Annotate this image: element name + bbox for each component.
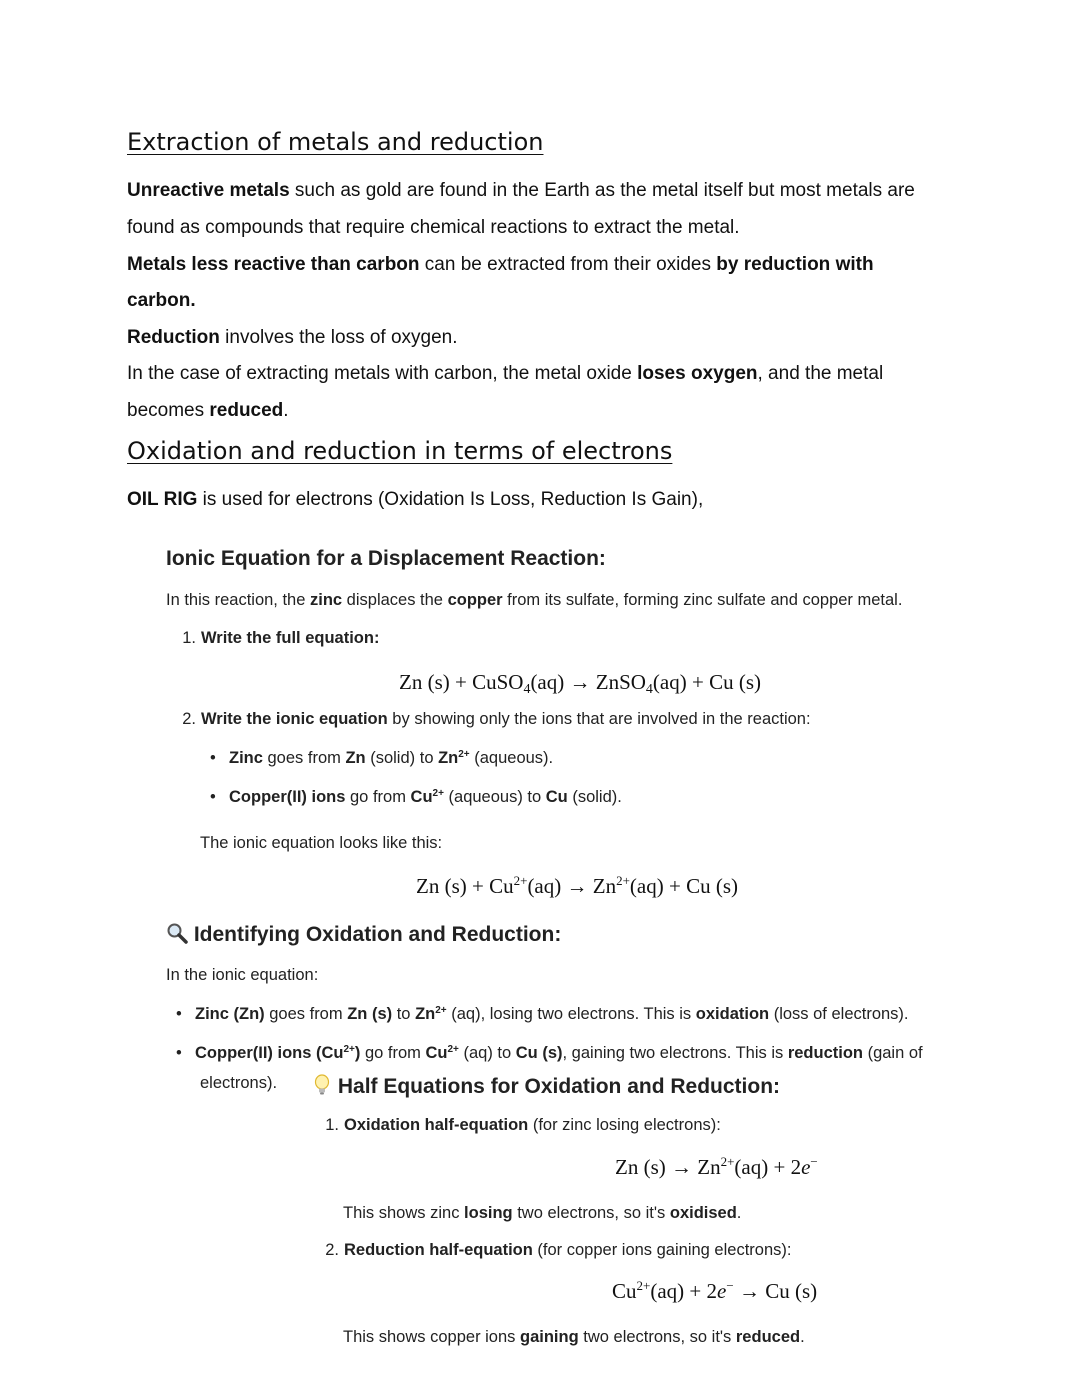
bold-term: Cu <box>425 1044 448 1062</box>
list-number: 1. <box>182 629 196 647</box>
bold-term: Copper(II) ions (Cu <box>195 1044 344 1062</box>
bullet-dot: • <box>176 1005 182 1023</box>
text: (loss of electrons). <box>769 1005 909 1023</box>
equation-oxidation-half <box>615 1155 818 1180</box>
bullet-continuation: electrons). <box>200 1074 278 1092</box>
lightbulb-icon <box>312 1074 332 1102</box>
equation-full <box>399 670 761 695</box>
paragraph-extracting-case <box>127 363 883 385</box>
superscript: 2+ <box>435 1005 447 1016</box>
text: In this reaction, the <box>166 591 310 609</box>
bold-term: Oxidation half-equation <box>344 1116 529 1134</box>
text: (for zinc losing electrons): <box>528 1116 721 1134</box>
text: (solid) to <box>365 749 439 767</box>
paragraph-ionic-looks: The ionic equation looks like this: <box>200 834 443 852</box>
superscript: 2+ <box>432 788 444 799</box>
heading-half-equations <box>312 1074 780 1102</box>
paragraph-line: carbon. <box>127 290 196 311</box>
bold-term: reduced <box>209 400 284 421</box>
paragraph-reduction <box>127 327 458 349</box>
section-title-extraction: Extraction of metals and reduction <box>127 128 544 156</box>
bold-term: Zn <box>345 749 366 767</box>
bold-term: Zinc (Zn) <box>195 1005 265 1023</box>
bold-term: Cu <box>545 788 568 806</box>
heading-ionic-equation: Ionic Equation for a Displacement Reaction: <box>166 547 606 570</box>
paragraph-unreactive-metals <box>127 180 915 202</box>
bullet-dot: • <box>176 1044 182 1062</box>
list-item-step-2 <box>166 710 811 729</box>
eq-superscript: 2+ <box>616 873 630 888</box>
paragraph-in-ionic: In the ionic equation: <box>166 966 319 984</box>
bold-term: ) <box>354 1044 361 1062</box>
bullet-zinc <box>210 749 553 768</box>
text: (aq), losing two electrons. This is <box>446 1005 696 1023</box>
eq-part: Zn (s) + Cu <box>416 874 514 898</box>
text: becomes <box>127 400 210 421</box>
list-item-oxidation-half <box>309 1116 721 1135</box>
paragraph-copper-reduced <box>343 1328 805 1347</box>
eq-part: Zn (s) + CuSO <box>399 670 524 694</box>
bold-term: Metals less reactive than carbon <box>127 254 420 275</box>
bold-term: copper <box>447 591 503 609</box>
paragraph-less-reactive <box>127 254 874 276</box>
eq-superscript: 2+ <box>513 873 528 888</box>
list-item-reduction-half <box>309 1241 791 1260</box>
text: involves the loss of oxygen. <box>219 327 458 348</box>
eq-part: (aq) + 2 <box>734 1155 802 1179</box>
eq-part: Cu <box>612 1279 637 1303</box>
bold-term: Unreactive metals <box>127 180 290 201</box>
text: (aq) to <box>458 1044 516 1062</box>
eq-superscript: 2+ <box>720 1154 735 1169</box>
bold-term: Zn <box>415 1005 436 1023</box>
text: goes from <box>264 1005 348 1023</box>
superscript: 2+ <box>458 749 470 760</box>
text: (for copper ions gaining electrons): <box>532 1241 792 1259</box>
bold-term: Write the ionic equation <box>201 710 388 728</box>
superscript: 2+ <box>343 1044 355 1055</box>
eq-subscript: 4 <box>523 682 531 697</box>
bullet-copper-reduction <box>176 1044 923 1063</box>
eq-superscript: 2+ <box>636 1278 651 1293</box>
text: (solid). <box>567 788 622 806</box>
equation-ionic <box>416 874 738 899</box>
text: . <box>736 1204 742 1222</box>
text: go from <box>360 1044 426 1062</box>
paragraph-line: found as compounds that require chemical reactions to extract the metal. <box>127 217 740 238</box>
text: (aqueous). <box>469 749 554 767</box>
eq-superscript: − <box>726 1278 734 1293</box>
heading-text: Identifying Oxidation and Reduction: <box>193 923 562 946</box>
eq-part: (aq) + Cu (s) <box>629 874 738 898</box>
heading-identifying <box>166 922 561 950</box>
paragraph-line <box>127 400 289 422</box>
bullet-copper <box>210 788 622 807</box>
magnifying-glass-icon <box>166 922 188 950</box>
eq-part: → Cu (s) <box>733 1279 818 1303</box>
text: This shows copper ions <box>343 1328 520 1346</box>
bullet-dot: • <box>210 788 216 806</box>
list-number: 2. <box>182 710 196 728</box>
text: goes from <box>262 749 346 767</box>
eq-part: (aq) → Zn <box>527 874 617 898</box>
bold-term: Write the full equation: <box>201 629 380 647</box>
text: to <box>392 1005 416 1023</box>
text: displaces the <box>342 591 448 609</box>
text: can be extracted from their oxides <box>419 254 717 275</box>
list-number: 2. <box>325 1241 339 1259</box>
equation-reduction-half <box>612 1279 817 1304</box>
section-title-electrons: Oxidation and reduction in terms of electrons <box>127 437 673 465</box>
eq-electron: e <box>801 1155 811 1179</box>
text: (gain of <box>863 1044 923 1062</box>
bold-term: loses oxygen <box>637 363 758 384</box>
eq-part: (aq) + 2 <box>650 1279 718 1303</box>
bold-term: oxidation <box>695 1005 770 1023</box>
bold-term: losing <box>464 1204 513 1222</box>
bold-term: Zinc <box>229 749 263 767</box>
bold-term: oxidised <box>669 1204 737 1222</box>
bold-term: reduced <box>735 1328 801 1346</box>
bullet-zinc-oxidation <box>176 1005 909 1024</box>
bold-term: Copper(II) ions <box>229 788 346 806</box>
text: by showing only the ions that are involved in the reaction: <box>387 710 811 728</box>
heading-text: Half Equations for Oxidation and Reduction: <box>337 1075 781 1098</box>
bold-term: Zn <box>438 749 459 767</box>
eq-subscript: 4 <box>645 682 653 697</box>
text: In the case of extracting metals with carbon, the metal oxide <box>127 363 638 384</box>
eq-part: (aq) + Cu (s) <box>652 670 761 694</box>
bold-term: reduction <box>787 1044 863 1062</box>
text: This shows zinc <box>343 1204 465 1222</box>
bold-term: Zn (s) <box>347 1005 393 1023</box>
eq-electron: e <box>717 1279 727 1303</box>
text: two electrons, so it's <box>512 1204 670 1222</box>
text: , gaining two electrons. This is <box>562 1044 788 1062</box>
paragraph-oil-rig <box>127 489 703 511</box>
list-item-step-1 <box>166 629 379 648</box>
text: such as gold are found in the Earth as the metal itself but most metals are <box>289 180 915 201</box>
bold-term: gaining <box>520 1328 579 1346</box>
text: . <box>283 400 289 421</box>
bold-term: OIL RIG <box>127 489 198 510</box>
bold-term: Cu (s) <box>515 1044 563 1062</box>
superscript: 2+ <box>447 1044 459 1055</box>
text: . <box>800 1328 805 1346</box>
eq-part: (aq) → ZnSO <box>530 670 646 694</box>
list-number: 1. <box>325 1116 339 1134</box>
text: from its sulfate, forming zinc sulfate and copper metal. <box>502 591 903 609</box>
text: go from <box>345 788 411 806</box>
text: two electrons, so it's <box>578 1328 736 1346</box>
bold-term: Reduction <box>127 327 220 348</box>
text: , and the metal <box>757 363 884 384</box>
eq-superscript: − <box>810 1154 818 1169</box>
bold-term: by reduction with <box>716 254 874 275</box>
bold-term: zinc <box>310 591 343 609</box>
bullet-dot: • <box>210 749 216 767</box>
text: is used for electrons (Oxidation Is Loss, Reduction Is Gain), <box>197 489 704 510</box>
text: (aqueous) to <box>443 788 546 806</box>
eq-part: Zn (s) → Zn <box>615 1155 721 1179</box>
paragraph-displacement-intro <box>166 591 902 610</box>
bold-term: Cu <box>410 788 433 806</box>
bold-term: Reduction half-equation <box>344 1241 533 1259</box>
paragraph-zinc-oxidised <box>343 1204 741 1223</box>
